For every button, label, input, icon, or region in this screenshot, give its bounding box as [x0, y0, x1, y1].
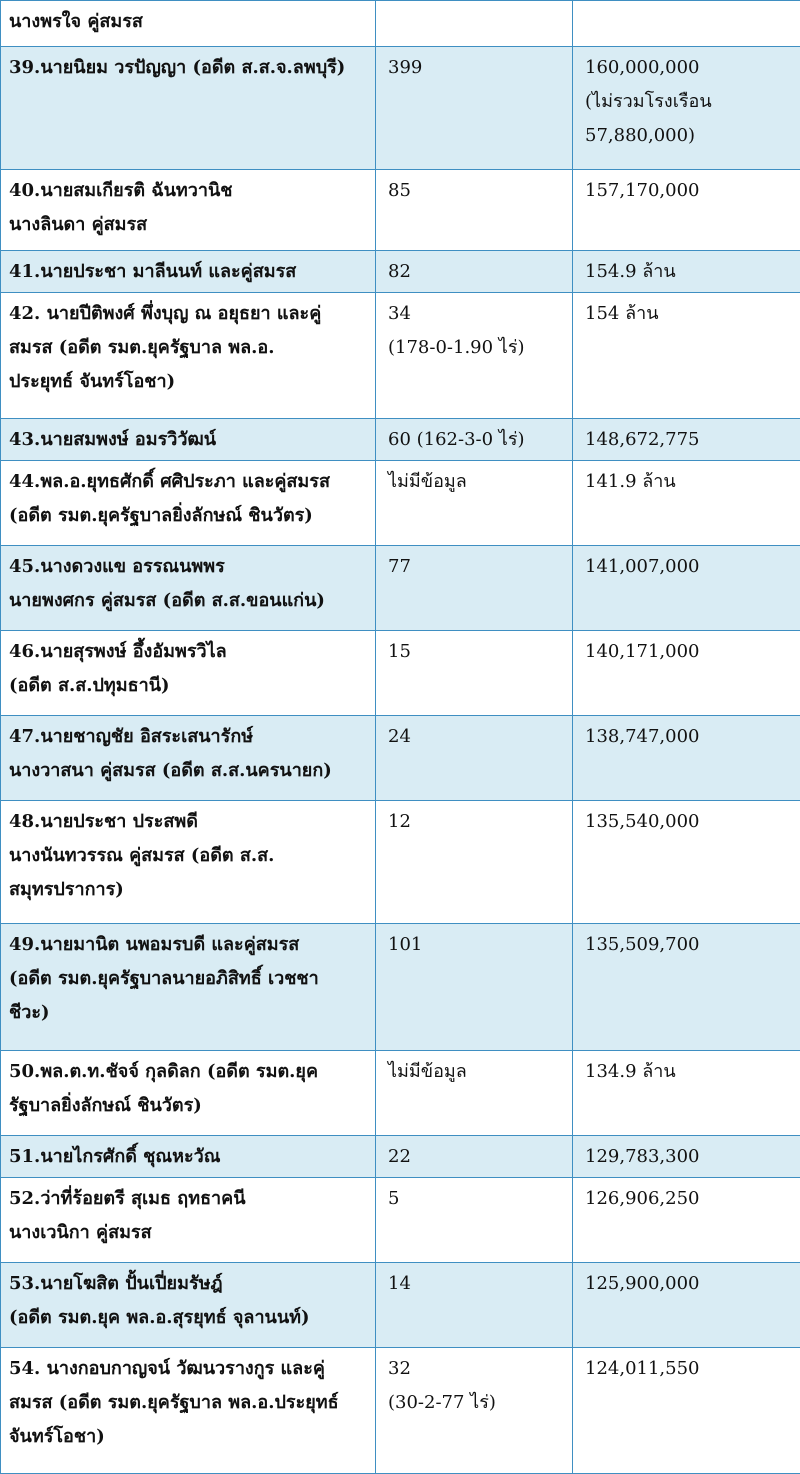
- name-cell: [1, 1, 376, 47]
- plots-cell: [376, 461, 573, 546]
- value-cell: [573, 631, 800, 716]
- plots-cell-line: ไม่มีข้อมูล: [388, 1055, 566, 1089]
- name-cell-line: นางพรใจ คู่สมรส: [9, 5, 369, 39]
- plots-cell-line: (178-0-1.90 ไร่): [388, 331, 566, 365]
- table-row: [1, 293, 800, 419]
- table-row: [1, 631, 800, 716]
- value-cell-line: 154.9 ล้าน: [585, 255, 794, 289]
- value-cell: [573, 1136, 800, 1178]
- value-cell: [573, 251, 800, 293]
- name-cell-line: นางนันทวรรณ คู่สมรส (อดีต ส.ส.: [9, 839, 369, 873]
- table-row: [1, 419, 800, 461]
- value-cell-line: 125,900,000: [585, 1267, 794, 1301]
- name-cell-line: (อดีต รมต.ยุค พล.อ.สุรยุทธ์ จุลานนท์): [9, 1301, 369, 1335]
- table-row: [1, 1263, 800, 1348]
- plots-cell-line: 85: [388, 174, 566, 208]
- plots-cell: [376, 1051, 573, 1136]
- name-cell: [1, 1263, 376, 1348]
- name-cell-line: 42. นายปีติพงศ์ พึ่งบุญ ณ อยุธยา และคู่: [9, 297, 369, 331]
- plots-cell: [376, 1136, 573, 1178]
- plots-cell-line: 5: [388, 1182, 566, 1216]
- name-cell-line: 48.นายประชา ประสพดี: [9, 805, 369, 839]
- value-cell-line: 157,170,000: [585, 174, 794, 208]
- name-cell: [1, 546, 376, 631]
- plots-cell-line: 32: [388, 1352, 566, 1386]
- asset-table-body: [1, 1, 800, 1474]
- plots-cell-line: 14: [388, 1267, 566, 1301]
- name-cell-line: 44.พล.อ.ยุทธศักดิ์ ศศิประภา และคู่สมรส: [9, 465, 369, 499]
- value-cell-line: 57,880,000): [585, 119, 794, 153]
- value-cell: [573, 293, 800, 419]
- name-cell-line: 40.นายสมเกียรติ ฉันทวานิช: [9, 174, 369, 208]
- name-cell-line: (อดีต ส.ส.ปทุมธานี): [9, 669, 369, 703]
- table-row: [1, 251, 800, 293]
- value-cell: [573, 546, 800, 631]
- plots-cell: [376, 546, 573, 631]
- value-cell-line: 135,509,700: [585, 928, 794, 962]
- name-cell-line: (อดีต รมต.ยุครัฐบาลยิ่งลักษณ์ ชินวัตร): [9, 499, 369, 533]
- name-cell-line: 47.นายชาญชัย อิสระเสนารักษ์: [9, 720, 369, 754]
- name-cell-line: 41.นายประชา มาลีนนท์ และคู่สมรส: [9, 255, 369, 289]
- table-row: [1, 801, 800, 924]
- name-cell: [1, 1051, 376, 1136]
- name-cell-line: 45.นางดวงแข อรรณนพพร: [9, 550, 369, 584]
- value-cell: [573, 419, 800, 461]
- value-cell: [573, 461, 800, 546]
- table-row: [1, 47, 800, 170]
- table-row: [1, 546, 800, 631]
- name-cell-line: 39.นายนิยม วรปัญญา (อดีต ส.ส.จ.ลพบุรี): [9, 51, 369, 85]
- value-cell: [573, 170, 800, 251]
- table-row: [1, 924, 800, 1051]
- table-row: [1, 461, 800, 546]
- plots-cell: [376, 631, 573, 716]
- name-cell-line: 53.นายโฆสิต ปั้นเปี่ยมรัษฎ์: [9, 1267, 369, 1301]
- value-cell: [573, 924, 800, 1051]
- name-cell-line: 50.พล.ต.ท.ชัจจ์ กุลดิลก (อดีต รมต.ยุค: [9, 1055, 369, 1089]
- name-cell: [1, 251, 376, 293]
- name-cell: [1, 631, 376, 716]
- name-cell: [1, 461, 376, 546]
- value-cell-line: 160,000,000: [585, 51, 794, 85]
- table-row: [1, 1051, 800, 1136]
- plots-cell-line: 60 (162-3-0 ไร่): [388, 423, 566, 457]
- name-cell-line: 49.นายมานิต นพอมรบดี และคู่สมรส: [9, 928, 369, 962]
- table-row: [1, 1136, 800, 1178]
- name-cell-line: สมุทรปราการ): [9, 873, 369, 907]
- name-cell-line: 46.นายสุรพงษ์ อึ้งอัมพรวิไล: [9, 635, 369, 669]
- value-cell: [573, 1263, 800, 1348]
- value-cell-line: 141,007,000: [585, 550, 794, 584]
- value-cell-line: 135,540,000: [585, 805, 794, 839]
- name-cell: [1, 924, 376, 1051]
- value-cell-line: 129,783,300: [585, 1140, 794, 1174]
- table-row: [1, 1178, 800, 1263]
- plots-cell: [376, 47, 573, 170]
- value-cell: [573, 801, 800, 924]
- name-cell: [1, 1348, 376, 1474]
- plots-cell: [376, 251, 573, 293]
- name-cell: [1, 293, 376, 419]
- name-cell-line: นางเวนิกา คู่สมรส: [9, 1216, 369, 1250]
- value-cell: [573, 1178, 800, 1263]
- plots-cell-line: 399: [388, 51, 566, 85]
- plots-cell-line: 22: [388, 1140, 566, 1174]
- value-cell-line: 126,906,250: [585, 1182, 794, 1216]
- name-cell: [1, 47, 376, 170]
- name-cell-line: 54. นางกอบกาญจน์ วัฒนวรางกูร และคู่: [9, 1352, 369, 1386]
- plots-cell: [376, 1, 573, 47]
- name-cell: [1, 419, 376, 461]
- plots-cell-line: 12: [388, 805, 566, 839]
- value-cell: [573, 1051, 800, 1136]
- plots-cell: [376, 1178, 573, 1263]
- value-cell: [573, 716, 800, 801]
- name-cell-line: นายพงศกร คู่สมรส (อดีต ส.ส.ขอนแก่น): [9, 584, 369, 618]
- value-cell-line: 140,171,000: [585, 635, 794, 669]
- plots-cell-line: 101: [388, 928, 566, 962]
- name-cell-line: นางลินดา คู่สมรส: [9, 208, 369, 242]
- name-cell: [1, 716, 376, 801]
- name-cell-line: นางวาสนา คู่สมรส (อดีต ส.ส.นครนายก): [9, 754, 369, 788]
- value-cell-line: 154 ล้าน: [585, 297, 794, 331]
- name-cell-line: 43.นายสมพงษ์ อมรวิวัฒน์: [9, 423, 369, 457]
- table-row: [1, 1, 800, 47]
- plots-cell-line: 15: [388, 635, 566, 669]
- plots-cell: [376, 1263, 573, 1348]
- plots-cell: [376, 716, 573, 801]
- name-cell: [1, 801, 376, 924]
- plots-cell: [376, 419, 573, 461]
- table-row: [1, 716, 800, 801]
- value-cell: [573, 1348, 800, 1474]
- name-cell: [1, 1136, 376, 1178]
- name-cell-line: สมรส (อดีต รมต.ยุครัฐบาล พล.อ.: [9, 331, 369, 365]
- plots-cell-line: ไม่มีข้อมูล: [388, 465, 566, 499]
- table-row: [1, 170, 800, 251]
- value-cell: [573, 47, 800, 170]
- name-cell-line: 51.นายไกรศักดิ์ ชุณหะวัณ: [9, 1140, 369, 1174]
- value-cell-line: 138,747,000: [585, 720, 794, 754]
- plots-cell-line: 24: [388, 720, 566, 754]
- name-cell-line: ประยุทธ์ จันทร์โอชา): [9, 365, 369, 399]
- name-cell-line: จันทร์โอชา): [9, 1420, 369, 1454]
- plots-cell-line: 34: [388, 297, 566, 331]
- plots-cell: [376, 924, 573, 1051]
- name-cell-line: ชีวะ): [9, 996, 369, 1030]
- name-cell: [1, 1178, 376, 1263]
- name-cell-line: รัฐบาลยิ่งลักษณ์ ชินวัตร): [9, 1089, 369, 1123]
- value-cell-line: 134.9 ล้าน: [585, 1055, 794, 1089]
- value-cell-line: 141.9 ล้าน: [585, 465, 794, 499]
- name-cell-line: สมรส (อดีต รมต.ยุครัฐบาล พล.อ.ประยุทธ์: [9, 1386, 369, 1420]
- value-cell-line: 124,011,550: [585, 1352, 794, 1386]
- plots-cell-line: 82: [388, 255, 566, 289]
- value-cell: [573, 1, 800, 47]
- name-cell-line: (อดีต รมต.ยุครัฐบาลนายอภิสิทธิ์ เวชชา: [9, 962, 369, 996]
- name-cell: [1, 170, 376, 251]
- plots-cell: [376, 801, 573, 924]
- value-cell-line: (ไม่รวมโรงเรือน: [585, 85, 794, 119]
- plots-cell-line: 77: [388, 550, 566, 584]
- name-cell-line: 52.ว่าที่ร้อยตรี สุเมธ ฤทธาคนี: [9, 1182, 369, 1216]
- value-cell-line: 148,672,775: [585, 423, 794, 457]
- plots-cell: [376, 1348, 573, 1474]
- plots-cell: [376, 293, 573, 419]
- table-row: [1, 1348, 800, 1474]
- plots-cell-line: (30-2-77 ไร่): [388, 1386, 566, 1420]
- plots-cell: [376, 170, 573, 251]
